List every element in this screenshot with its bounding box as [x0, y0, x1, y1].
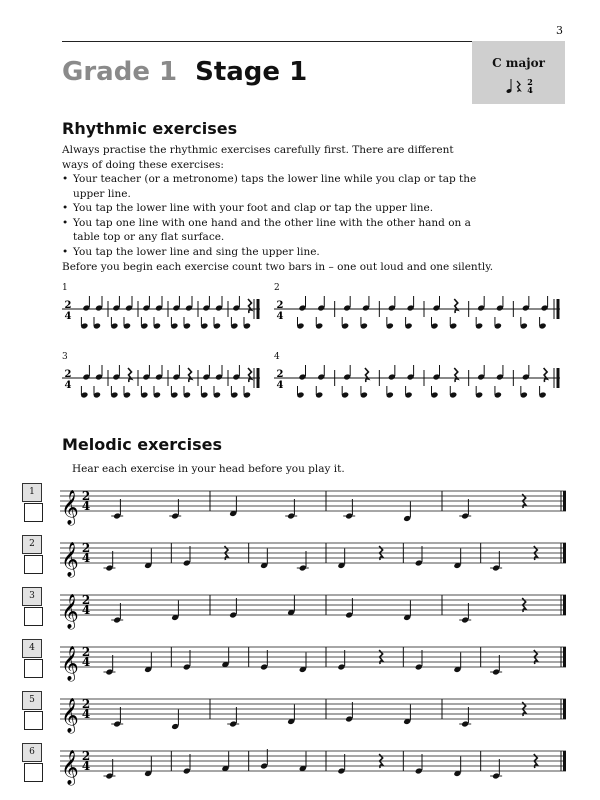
- rhythm-number: 1: [62, 283, 68, 293]
- page-title: [62, 56, 307, 88]
- melodic-staff: [60, 743, 570, 793]
- rhythmic-instructions: [62, 143, 482, 259]
- treble-clef-icon: 𝄞: [61, 698, 79, 733]
- time-signature-top: 2: [81, 697, 91, 711]
- page-number: 3: [556, 24, 563, 37]
- melodic-staff: [60, 483, 570, 533]
- practice-checkbox[interactable]: [24, 555, 43, 574]
- time-signature-bottom: 4: [81, 655, 91, 669]
- rhythm-exercise-3: [62, 364, 266, 414]
- practice-checkbox[interactable]: [24, 659, 43, 678]
- bullet-item: • You tap the lower line with your foot and clap or tap the upper line.: [62, 201, 482, 216]
- treble-clef-icon: 𝄞: [61, 594, 79, 629]
- exercise-number: 6: [22, 743, 42, 762]
- time-signature-top: 2: [81, 489, 91, 503]
- time-signature-top: 2: [276, 300, 284, 311]
- melodic-exercise-5: [22, 691, 567, 741]
- count-in-text: Before you begin each exercise count two bars in – one out loud and one silently.: [62, 261, 494, 273]
- rhythmic-heading: Rhythmic exercises: [62, 119, 238, 138]
- bullet-item: • Your teacher (or a metronome) taps the lower line while you clap or tap the upper line.: [62, 172, 482, 201]
- key-meter-bottom: 4: [527, 85, 533, 95]
- grade-label: Grade 1: [62, 57, 178, 87]
- time-signature-bottom: 4: [81, 499, 91, 513]
- melodic-exercise-4: [22, 639, 567, 689]
- quarter-rest: [248, 368, 252, 382]
- practice-checkbox[interactable]: [24, 763, 43, 782]
- practice-checkbox[interactable]: [24, 503, 43, 522]
- time-signature-bottom: 4: [64, 380, 72, 391]
- practice-checkbox[interactable]: [24, 711, 43, 730]
- rhythm-number: 4: [274, 352, 280, 362]
- melodic-exercise-1: [22, 483, 567, 533]
- key-meter-top: 2: [527, 77, 533, 87]
- key-meter-symbols: [506, 77, 536, 95]
- quarter-rest: [188, 368, 192, 382]
- time-signature-top: 2: [81, 749, 91, 763]
- exercise-number: 5: [22, 691, 42, 710]
- bullet-item: • You tap the lower line and sing the upper line.: [62, 245, 482, 260]
- bullet-item: • You tap one line with one hand and the other line with the other hand on a table top or any flat surface.: [62, 216, 482, 245]
- exercise-number: 4: [22, 639, 42, 658]
- melodic-staff: [60, 639, 570, 689]
- exercise-number: 1: [22, 483, 42, 502]
- melodic-exercise-3: [22, 587, 567, 637]
- quarter-rest: [454, 299, 458, 313]
- melodic-instruction: Hear each exercise in your head before you play it.: [72, 463, 345, 475]
- time-signature-bottom: 4: [276, 311, 284, 322]
- practice-checkbox[interactable]: [24, 607, 43, 626]
- rhythm-exercise-1: [62, 295, 266, 345]
- time-signature-bottom: 4: [276, 380, 284, 391]
- treble-clef-icon: 𝄞: [61, 542, 79, 577]
- quarter-rest: [544, 368, 548, 382]
- melodic-staff: [60, 535, 570, 585]
- time-signature-bottom: 4: [81, 551, 91, 565]
- time-signature-bottom: 4: [81, 603, 91, 617]
- rhythmic-intro: Always practise the rhythmic exercises carefully first. There are different ways of doing these exercises:: [62, 144, 454, 171]
- quarter-rest: [365, 368, 369, 382]
- rhythmic-bullet-list: [62, 172, 482, 259]
- rhythm-number: 2: [274, 283, 280, 293]
- time-signature-top: 2: [81, 593, 91, 607]
- time-signature-top: 2: [276, 369, 284, 380]
- treble-clef-icon: 𝄞: [61, 750, 79, 785]
- rhythm-exercise-4: [274, 364, 566, 414]
- rhythm-exercise-2: [274, 295, 566, 345]
- time-signature-bottom: 4: [64, 311, 72, 322]
- key-name: C major: [492, 56, 545, 70]
- treble-clef-icon: 𝄞: [61, 490, 79, 525]
- quarter-rest: [248, 299, 252, 313]
- time-signature-bottom: 4: [81, 707, 91, 721]
- quarter-rest: [454, 368, 458, 382]
- key-info-box: [472, 41, 565, 104]
- exercise-number: 3: [22, 587, 42, 606]
- melodic-staff: [60, 691, 570, 741]
- rhythm-number: 3: [62, 352, 68, 362]
- time-signature-top: 2: [81, 541, 91, 555]
- stage-label: Stage 1: [195, 57, 308, 87]
- time-signature-bottom: 4: [81, 759, 91, 773]
- melodic-staff: [60, 587, 570, 637]
- quarter-rest: [128, 368, 132, 382]
- treble-clef-icon: 𝄞: [61, 646, 79, 681]
- time-signature-top: 2: [64, 300, 72, 311]
- melodic-exercise-6: [22, 743, 567, 793]
- time-signature-top: 2: [64, 369, 72, 380]
- melodic-heading: Melodic exercises: [62, 435, 223, 454]
- time-signature-top: 2: [81, 645, 91, 659]
- melodic-exercise-2: [22, 535, 567, 585]
- exercise-number: 2: [22, 535, 42, 554]
